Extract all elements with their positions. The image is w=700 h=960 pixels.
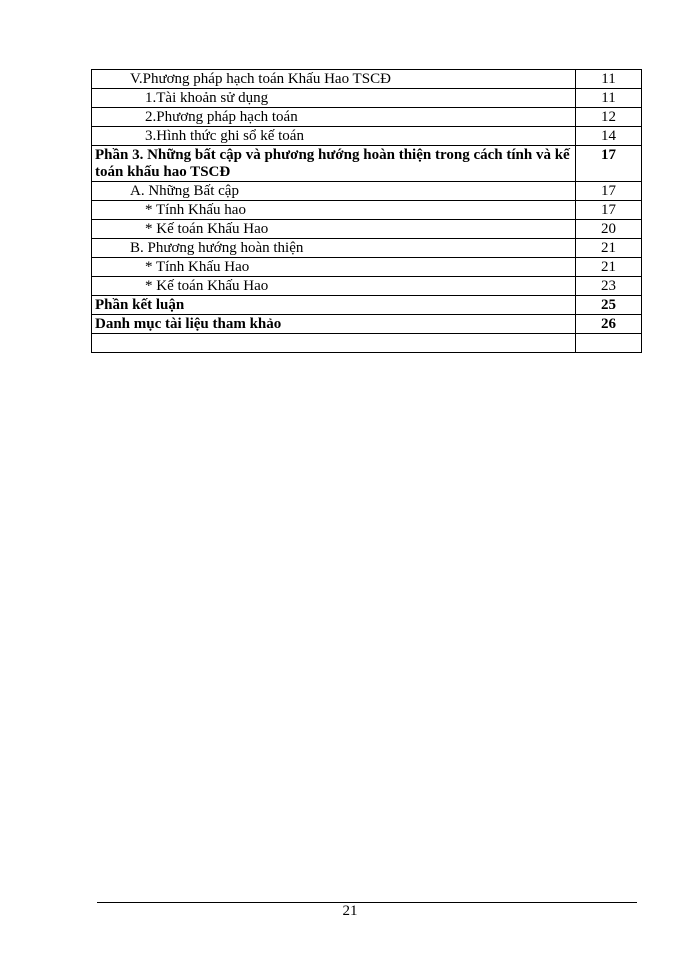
toc-entry-title: Phần 3. Những bất cập và phương hướng hoàn thiện trong cách tính và kế toán khấu hao TSCĐ — [92, 146, 576, 182]
toc-entry-page: 20 — [576, 220, 642, 239]
toc-entry-title — [92, 334, 576, 353]
toc-entry-title: B. Phương hướng hoàn thiện — [92, 239, 576, 258]
toc-entry-page: 26 — [576, 315, 642, 334]
toc-entry-title: * Tính Khấu Hao — [92, 258, 576, 277]
toc-row — [92, 277, 642, 296]
toc-entry-title: 3.Hình thức ghi sổ kế toán — [92, 127, 576, 146]
toc-row — [92, 258, 642, 277]
toc-entry-title: Danh mục tài liệu tham khảo — [92, 315, 576, 334]
toc-entry-title: * Kế toán Khấu Hao — [92, 277, 576, 296]
toc-row — [92, 220, 642, 239]
toc-row — [92, 296, 642, 315]
page-number: 21 — [342, 903, 358, 919]
toc-entry-page: 11 — [576, 89, 642, 108]
toc-row — [92, 334, 642, 353]
toc-entry-title: * Kế toán Khấu Hao — [92, 220, 576, 239]
toc-entry-page: 14 — [576, 127, 642, 146]
toc-entry-page: 12 — [576, 108, 642, 127]
toc-entry-page: 17 — [576, 182, 642, 201]
toc-entry-page: 25 — [576, 296, 642, 315]
table-of-contents — [91, 69, 642, 353]
toc-row — [92, 182, 642, 201]
toc-entry-page: 11 — [576, 70, 642, 89]
toc-row — [92, 146, 642, 182]
toc-entry-page: 23 — [576, 277, 642, 296]
toc-row — [92, 108, 642, 127]
toc-entry-title: * Tính Khấu hao — [92, 201, 576, 220]
toc-row — [92, 70, 642, 89]
toc-entry-title: V.Phương pháp hạch toán Khấu Hao TSCĐ — [92, 70, 576, 89]
toc-row — [92, 201, 642, 220]
toc-row — [92, 239, 642, 258]
toc-row — [92, 127, 642, 146]
toc-entry-title: Phần kết luận — [92, 296, 576, 315]
toc-body — [92, 70, 642, 353]
toc-entry-title: 2.Phương pháp hạch toán — [92, 108, 576, 127]
toc-entry-page: 17 — [576, 146, 642, 182]
toc-entry-title: 1.Tài khoản sử dụng — [92, 89, 576, 108]
toc-entry-title: A. Những Bất cập — [92, 182, 576, 201]
toc-entry-page — [576, 334, 642, 353]
toc-row — [92, 89, 642, 108]
toc-entry-page: 17 — [576, 201, 642, 220]
toc-entry-page: 21 — [576, 258, 642, 277]
toc-row — [92, 315, 642, 334]
toc-entry-page: 21 — [576, 239, 642, 258]
